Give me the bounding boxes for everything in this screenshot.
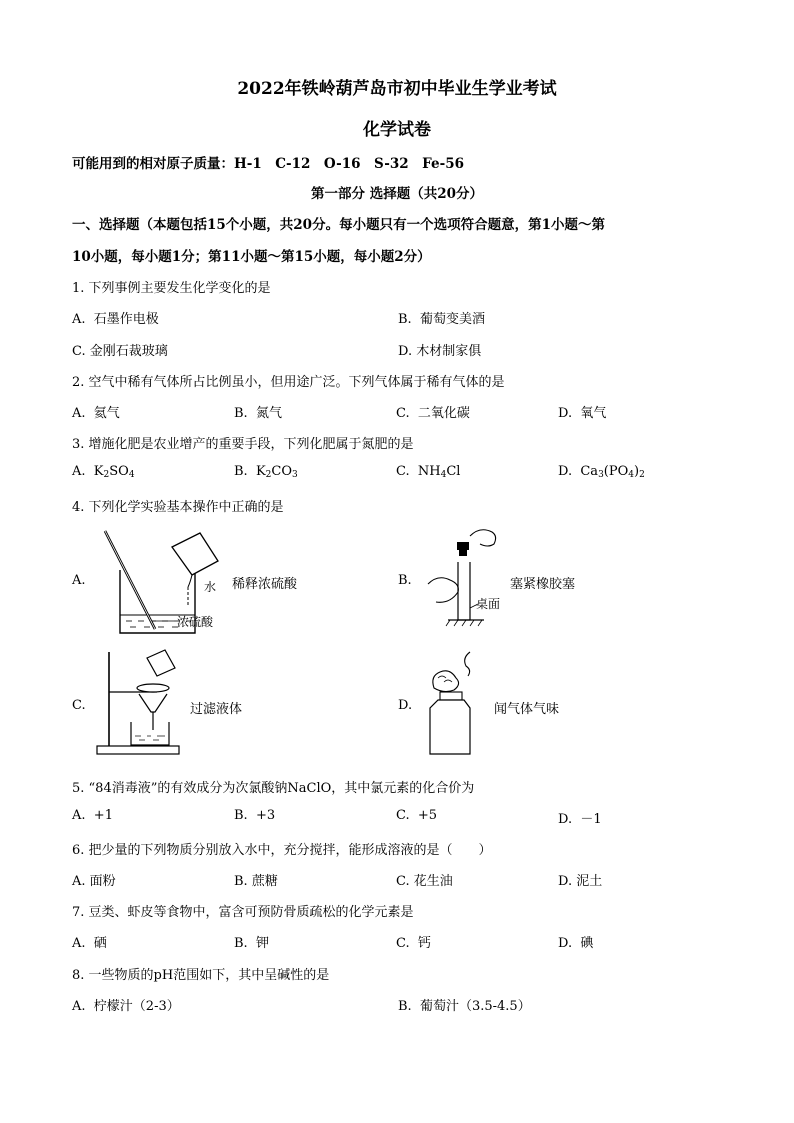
formula-part: SO [109,464,129,479]
q8-option-b [398,995,531,1014]
q3-option-c [396,464,460,480]
q3-stem: 3. 增施化肥是农业增产的重要手段，下列化肥属于氮肥的是 [72,437,414,452]
q1-option-d [398,340,481,359]
option-letter: C. [396,808,410,823]
option-letter: A. [72,936,86,951]
option-letter: C. [72,344,86,359]
option-text: 面粉 [89,874,116,889]
option-text: 钙 [417,936,431,951]
option-text: +3 [255,808,276,823]
option-text: 氮气 [255,406,282,421]
option-text: 二氧化碳 [417,406,470,421]
option-text: 氧气 [580,406,607,421]
q4-option-b-letter: B. [398,573,412,588]
q7-option-b [234,932,269,951]
stopper-figure [420,522,520,637]
formula-subscript: 3 [292,470,298,480]
option-letter: A. [72,874,86,889]
formula-part: Cl [446,464,461,479]
formula-subscript: 2 [639,470,645,480]
q4-option-a-text: 稀释浓硫酸 [232,577,298,592]
option-letter: D. [558,936,573,951]
option-text: 泥土 [576,874,603,889]
formula-part: NH [417,464,441,479]
q5-option-c [396,808,437,823]
option-letter: C. [396,406,410,421]
formula-part: Ca [580,464,599,479]
option-letter: C. [396,936,410,951]
option-text: 葡萄变美酒 [419,312,485,327]
option-letter: B. [234,406,248,421]
option-text: 金刚石裁玻璃 [89,344,168,359]
option-letter: B. [234,464,248,479]
option-letter: B. [398,999,412,1014]
q8-option-a [72,995,180,1014]
q5-option-b [234,808,275,823]
q2-option-a [72,402,120,421]
option-letter: B. [234,936,248,951]
formula-subscript: 4 [628,470,635,480]
option-text: 柠檬汁（2-3） [93,999,180,1014]
q6-option-b [234,870,278,889]
section1-instructions-line2: 10小题，每小题1分；第11小题～第15小题，每小题2分） [72,249,431,265]
q7-option-d [558,932,593,951]
part1-heading: 第一部分 选择题（共20分） [311,186,483,202]
label-concentrated-acid: 浓硫酸 [177,615,214,629]
q2-stem: 2. 空气中稀有气体所占比例虽小，但用途广泛。下列气体属于稀有气体的是 [72,375,505,390]
q6-option-a [72,870,116,889]
q7-stem: 7. 豆类、虾皮等食物中，富含可预防骨质疏松的化学元素是 [72,905,414,920]
formula-part: K [255,464,266,479]
smell-gas-figure [420,648,500,760]
option-letter: C. [396,874,410,889]
option-letter: A. [72,999,86,1014]
option-letter: A. [72,406,86,421]
q1-option-a [72,308,159,327]
option-text: 蔗糖 [251,874,278,889]
option-letter: D. [558,874,573,889]
formula-subscript: 4 [440,470,447,480]
q4-option-b-text: 塞紧橡胶塞 [510,577,576,592]
diluting-acid-figure [100,525,240,640]
q5-stem: 5. “84消毒液”的有效成分为次氯酸钠NaClO，其中氯元素的化合价为 [72,781,475,796]
atomic-mass-line: 可能用到的相对原子质量：H-1 C-12 O-16 S-32 Fe-56 [72,156,464,172]
q2-option-c [396,402,470,421]
q6-stem: 6. 把少量的下列物质分别放入水中，充分搅拌，能形成溶液的是（ ） [72,843,492,858]
option-text: 碘 [580,936,594,951]
q4-option-d-letter: D. [398,698,413,713]
formula-part: CO [271,464,293,479]
option-text: 硒 [93,936,107,951]
option-letter: B. [398,312,412,327]
option-text: 钾 [255,936,269,951]
option-text: 氦气 [93,406,120,421]
q3-option-b [234,464,298,480]
q6-option-d [558,870,602,889]
q5-option-d [558,808,602,827]
label-desk: 桌面 [476,597,501,611]
q2-option-b [234,402,282,421]
q1-stem: 1. 下列事例主要发生化学变化的是 [72,281,271,296]
formula-subscript: 2 [265,470,272,480]
option-text: +1 [93,808,113,823]
option-letter: A. [72,312,86,327]
q4-option-d-text: 闻气体气味 [494,702,560,717]
formula-subscript: 4 [128,470,135,480]
q4-option-a-letter: A. [72,573,86,588]
q3-option-d [558,464,645,480]
q2-option-d [558,402,606,421]
q3-option-a [72,464,135,480]
q7-option-a [72,932,107,951]
option-text: 花生油 [413,874,453,889]
q4-option-c-letter: C. [72,698,86,713]
option-letter: D. [398,344,413,359]
option-letter: D. [558,464,573,479]
q4-option-c-text: 过滤液体 [190,702,243,717]
q5-option-a [72,808,113,823]
formula-subscript: 2 [103,470,110,480]
filtration-figure [95,648,185,758]
option-letter: D. [558,406,573,421]
section1-instructions-line1: 一、选择题（本题包括15个小题，共20分。每小题只有一个选项符合题意，第1小题～第 [72,217,605,233]
option-text: 木材制家俱 [416,344,482,359]
q6-option-c [396,870,453,889]
option-text: +5 [417,808,438,823]
option-letter: B. [234,808,248,823]
label-water: 水 [204,580,217,594]
q1-option-b [398,308,485,327]
formula-subscript: 3 [598,470,604,480]
formula-part: K [93,464,104,479]
option-text: －1 [580,812,602,827]
option-text: 葡萄汁（3.5-4.5） [419,999,531,1014]
formula-part: (PO [603,464,629,479]
option-letter: A. [72,464,86,479]
option-letter: C. [396,464,410,479]
exam-title: 2022年铁岭葫芦岛市初中毕业生学业考试 [237,79,557,99]
option-text: 石墨作电极 [93,312,159,327]
q1-option-c [72,340,168,359]
option-letter: D. [558,812,573,827]
option-letter: B. [234,874,248,889]
q8-stem: 8. 一些物质的pH范围如下，其中呈碱性的是 [72,968,330,983]
formula-part: ) [634,464,640,479]
option-letter: A. [72,808,86,823]
q4-stem: 4. 下列化学实验基本操作中正确的是 [72,500,284,515]
exam-subtitle: 化学试卷 [363,120,431,140]
q7-option-c [396,932,431,951]
